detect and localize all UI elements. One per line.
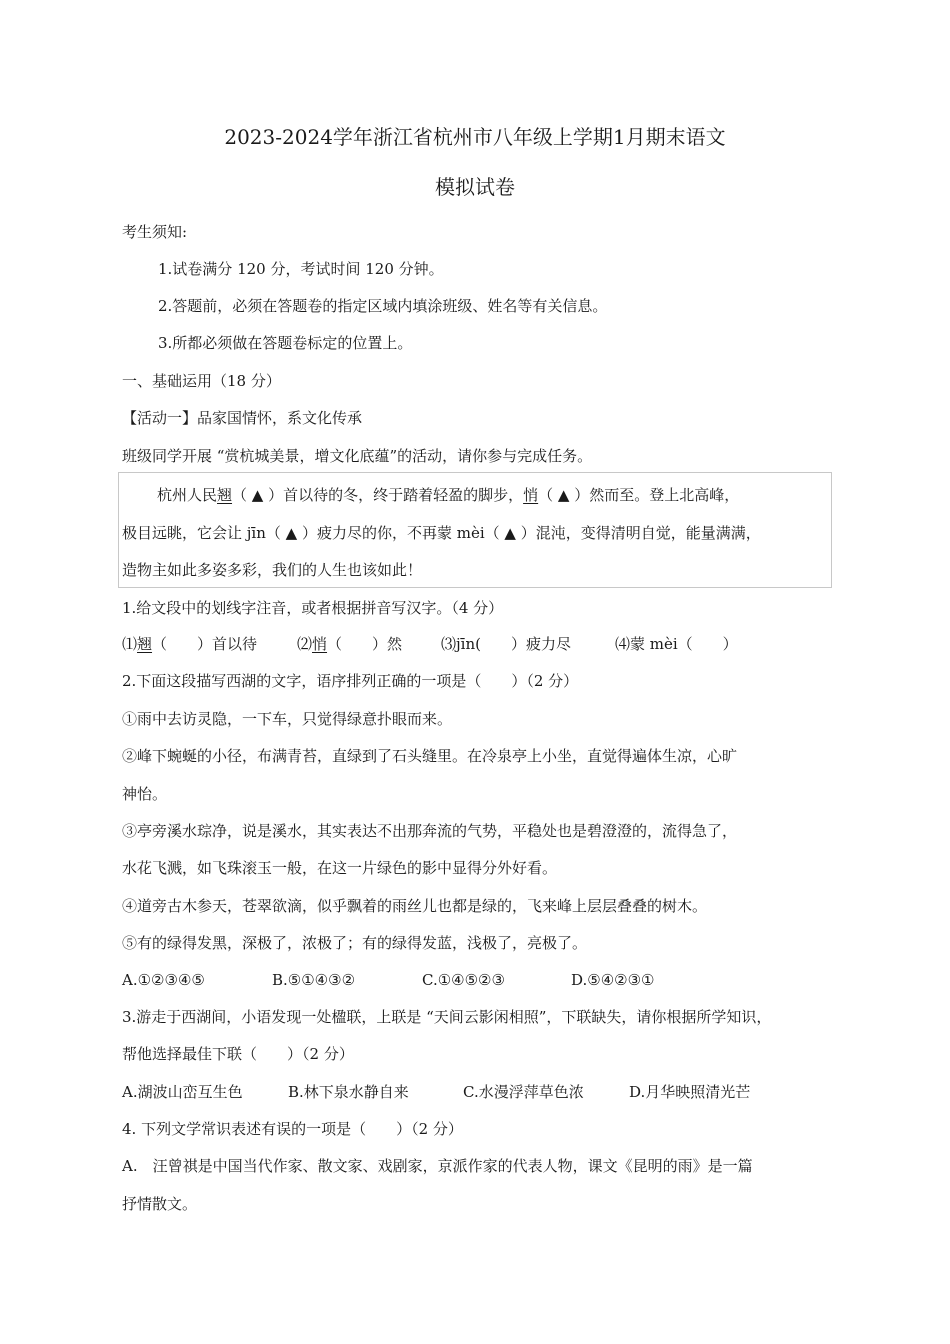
- q2-sentence-2: ②峰下蜿蜒的小径，布满青苔，直绿到了石头缝里。在冷泉亭上小坐，直觉得遍体生凉，心旷: [122, 747, 738, 765]
- passage-box: [118, 472, 832, 588]
- q1-part-2-num: ⑵: [297, 635, 313, 653]
- question-2-stem: 2.下面这段描写西湖的文字，语序排列正确的一项是（ ）（2 分）: [122, 672, 579, 690]
- q1-part-2-text: （ ）然: [327, 635, 403, 653]
- question-1-parts: [122, 634, 738, 654]
- q2-sentence-3: ③亭旁溪水琮净，说是溪水，其实表达不出那奔流的气势，平稳处也是碧澄澄的，流得急了，: [122, 822, 738, 840]
- q1-part-1: [122, 634, 297, 654]
- q2-sentence-3-cont: 水花飞溅，如飞珠滚玉一般，在这一片绿色的影中显得分外好看。: [122, 859, 558, 877]
- activity-heading: 【活动一】品家国情怀，系文化传承: [122, 409, 363, 427]
- q1-part-3: ⑶jīn( ）疲力尽: [441, 635, 571, 653]
- passage-text: （ ▲ ）然而至。登上北高峰，: [538, 486, 740, 504]
- exam-title-line1: 2023-2024学年浙江省杭州市八年级上学期1月期末语文: [224, 125, 726, 149]
- option-c: C.①④⑤②③: [422, 971, 505, 989]
- q3-options: [122, 1082, 750, 1102]
- q1-part-1-text: （ ）首以待: [152, 635, 258, 653]
- notice-item-3: 3.所都必须做在答题卷标定的位置上。: [158, 334, 413, 352]
- underlined-char: 悄: [312, 635, 328, 653]
- notice-heading: 考生须知:: [122, 223, 188, 241]
- question-1-stem: 1.给文段中的划线字注音，或者根据拼音写汉字。（4 分）: [122, 599, 504, 617]
- passage-text: （ ▲ ）首以待的冬，终于踏着轻盈的脚步，: [232, 486, 524, 504]
- option-a: A.①②③④⑤: [122, 971, 205, 989]
- passage-line-3: 造物主如此多姿多彩，我们的人生也该如此！: [122, 561, 423, 579]
- q1-part-2: [297, 634, 441, 654]
- exam-title-line2: 模拟试卷: [435, 175, 515, 199]
- option-a: A.湖波山峦互生色: [122, 1083, 243, 1101]
- q2-sentence-1: ①雨中去访灵隐，一下车，只觉得绿意扑眼而来。: [122, 710, 453, 728]
- q4-option-a: A. 汪曾祺是中国当代作家、散文家、戏剧家，京派作家的代表人物，课文《昆明的雨》是一篇: [122, 1157, 753, 1175]
- option-d: D.⑤④②③①: [571, 971, 655, 989]
- q1-part-1-num: ⑴: [122, 635, 138, 653]
- q2-sentence-5: ⑤有的绿得发黑，深极了，浓极了；有的绿得发蓝，浅极了，亮极了。: [122, 934, 588, 952]
- q2-options: [122, 970, 655, 990]
- section-heading: 一、基础运用（18 分）: [122, 372, 281, 390]
- passage-text: 杭州人民: [157, 486, 218, 504]
- q4-option-a-cont: 抒情散文。: [122, 1195, 198, 1213]
- option-d: D.月华映照清光芒: [629, 1083, 751, 1101]
- option-b: B.⑤①④③②: [272, 971, 356, 989]
- option-c: C.水漫浮萍草色浓: [463, 1083, 584, 1101]
- option-b: B.林下泉水静自来: [288, 1083, 409, 1101]
- q2-sentence-4: ④道旁古木参天，苍翠欲滴，似乎飘着的雨丝儿也都是绿的，飞来峰上层层叠叠的树木。: [122, 897, 708, 915]
- activity-intro: 班级同学开展 “赏杭城美景，增文化底蕴”的活动，请你参与完成任务。: [122, 447, 593, 465]
- q2-sentence-2-cont: 神怡。: [122, 785, 168, 803]
- question-3-stem-cont: 帮他选择最佳下联（ ）（2 分）: [122, 1045, 354, 1063]
- passage-line-1: [157, 485, 739, 505]
- underlined-char: 翘: [217, 486, 233, 504]
- underlined-char: 悄: [523, 486, 539, 504]
- question-4-stem: 4. 下列文学常识表述有误的一项是（ ）（2 分）: [122, 1120, 463, 1138]
- underlined-char: 翘: [137, 635, 153, 653]
- notice-item-1: 1.试卷满分 120 分，考试时间 120 分钟。: [158, 260, 444, 278]
- q1-part-4: ⑷蒙 mèi（ ）: [615, 635, 738, 653]
- passage-line-2: 极目远眺，它会让 jīn（ ▲ ）疲力尽的你，不再蒙 mèi（ ▲ ）混沌，变得清明自觉，能量满满，: [122, 524, 761, 542]
- notice-item-2: 2.答题前，必须在答题卷的指定区域内填涂班级、姓名等有关信息。: [158, 297, 608, 315]
- question-3-stem: 3.游走于西湖间，小语发现一处楹联，上联是 “天间云影闲相照”，下联缺失，请你根据所学知识，: [122, 1008, 772, 1026]
